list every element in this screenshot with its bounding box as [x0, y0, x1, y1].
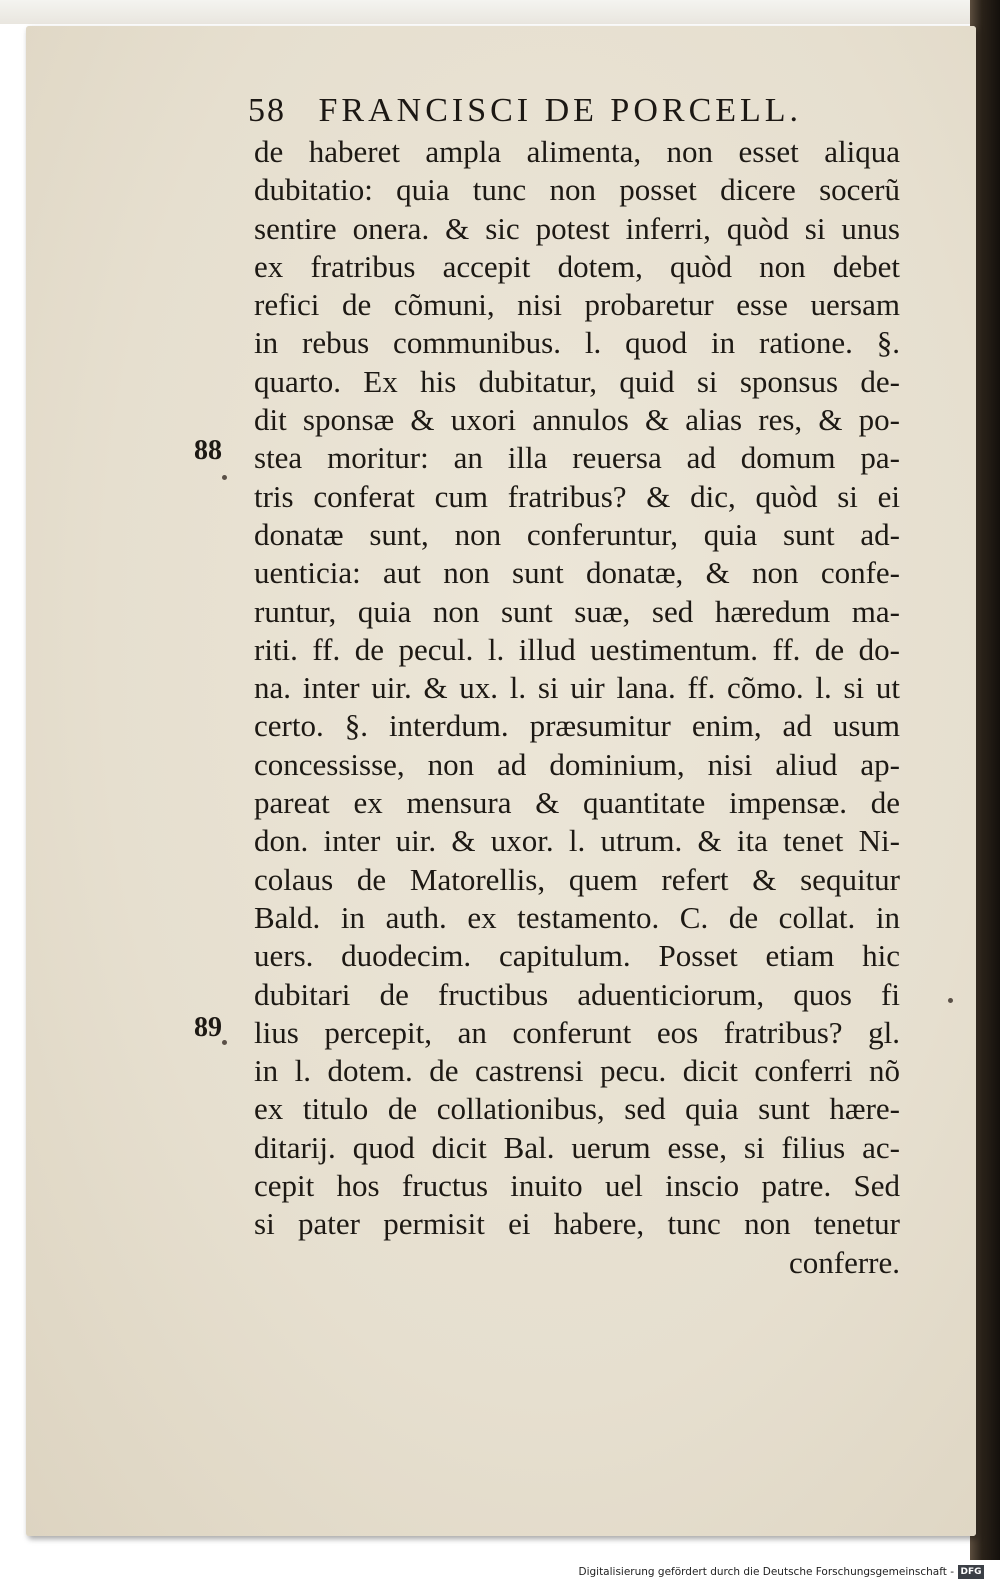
ink-speck	[948, 998, 953, 1003]
text-line: lius percepit, an conferunt eos fratribus? gl.	[254, 1014, 900, 1050]
ink-speck	[222, 1040, 227, 1045]
text-line: colaus de Matorellis, quem refert & sequitur	[254, 861, 900, 897]
text-line: quarto. Ex his dubitatur, quid si sponsus de-	[254, 363, 900, 399]
text-line: ex fratribus accepit dotem, quòd non debet	[254, 248, 900, 284]
dfg-logo-icon: DFG	[958, 1565, 984, 1579]
text-line: sentire onera. & sic potest inferri, quòd si unus	[254, 210, 900, 246]
text-line: ex titulo de collationibus, sed quia sunt hære-	[254, 1091, 900, 1127]
text-line: si pater permisit ei habere, tunc non tenetur	[254, 1206, 900, 1242]
top-edge	[0, 0, 1000, 24]
running-head: FRANCISCI DE PORCELL.	[318, 92, 803, 129]
digitization-credit: Digitalisierung gefördert durch die Deutsche Forschungsgemeinschaft -	[578, 1566, 954, 1578]
text-line: don. inter uir. & uxor. l. utrum. & ita tenet Ni-	[254, 823, 900, 859]
marginal-number-89: 89	[194, 1012, 222, 1043]
page-number: 58	[248, 92, 286, 129]
text-line: cepit hos fructus inuito uel inscio patre. Sed	[254, 1168, 900, 1204]
text-line: ditarij. quod dicit Bal. uerum esse, si filius ac-	[254, 1129, 900, 1165]
text-line-catchword: conferre.	[789, 1244, 900, 1280]
text-line: in rebus communibus. l. quod in ratione. §.	[254, 325, 900, 361]
marginal-number-88: 88	[194, 435, 222, 466]
text-line: dubitatio: quia tunc non posset dicere socerũ	[254, 172, 900, 208]
text-line: Bald. in auth. ex testamento. C. de collat. in	[254, 899, 900, 935]
body-text	[254, 133, 900, 1282]
text-line: de haberet ampla alimenta, non esset aliqua	[254, 134, 900, 169]
text-line: uers. duodecim. capitulum. Posset etiam hic	[254, 938, 900, 974]
text-line: refici de cõmuni, nisi probaretur esse uersam	[254, 287, 900, 323]
ink-speck	[222, 475, 227, 480]
text-line: dit sponsæ & uxori annulos & alias res, & po-	[254, 402, 900, 438]
text-line: stea moritur: an illa reuersa ad domum pa-	[254, 440, 900, 476]
text-line: in l. dotem. de castrensi pecu. dicit conferri nõ	[254, 1053, 900, 1089]
text-line: donatæ sunt, non conferuntur, quia sunt ad-	[254, 516, 900, 552]
text-line: na. inter uir. & ux. l. si uir lana. ff. cõmo. l. si ut	[254, 670, 900, 706]
text-line: pareat ex mensura & quantitate impensæ. de	[254, 785, 900, 821]
text-line: runtur, quia non sunt suæ, sed hæredum ma-	[254, 593, 900, 629]
running-header	[248, 92, 888, 130]
text-line: uenticia: aut non sunt donatæ, & non confe-	[254, 555, 900, 591]
text-line: certo. §. interdum. præsumitur enim, ad usum	[254, 708, 900, 744]
text-line: riti. ff. de pecul. l. illud uestimentum. ff. de do-	[254, 631, 900, 667]
text-line: dubitari de fructibus aduenticiorum, quos fi	[254, 976, 900, 1012]
text-line: concessisse, non ad dominium, nisi aliud ap-	[254, 746, 900, 782]
text-line: tris conferat cum fratribus? & dic, quòd si ei	[254, 478, 900, 514]
